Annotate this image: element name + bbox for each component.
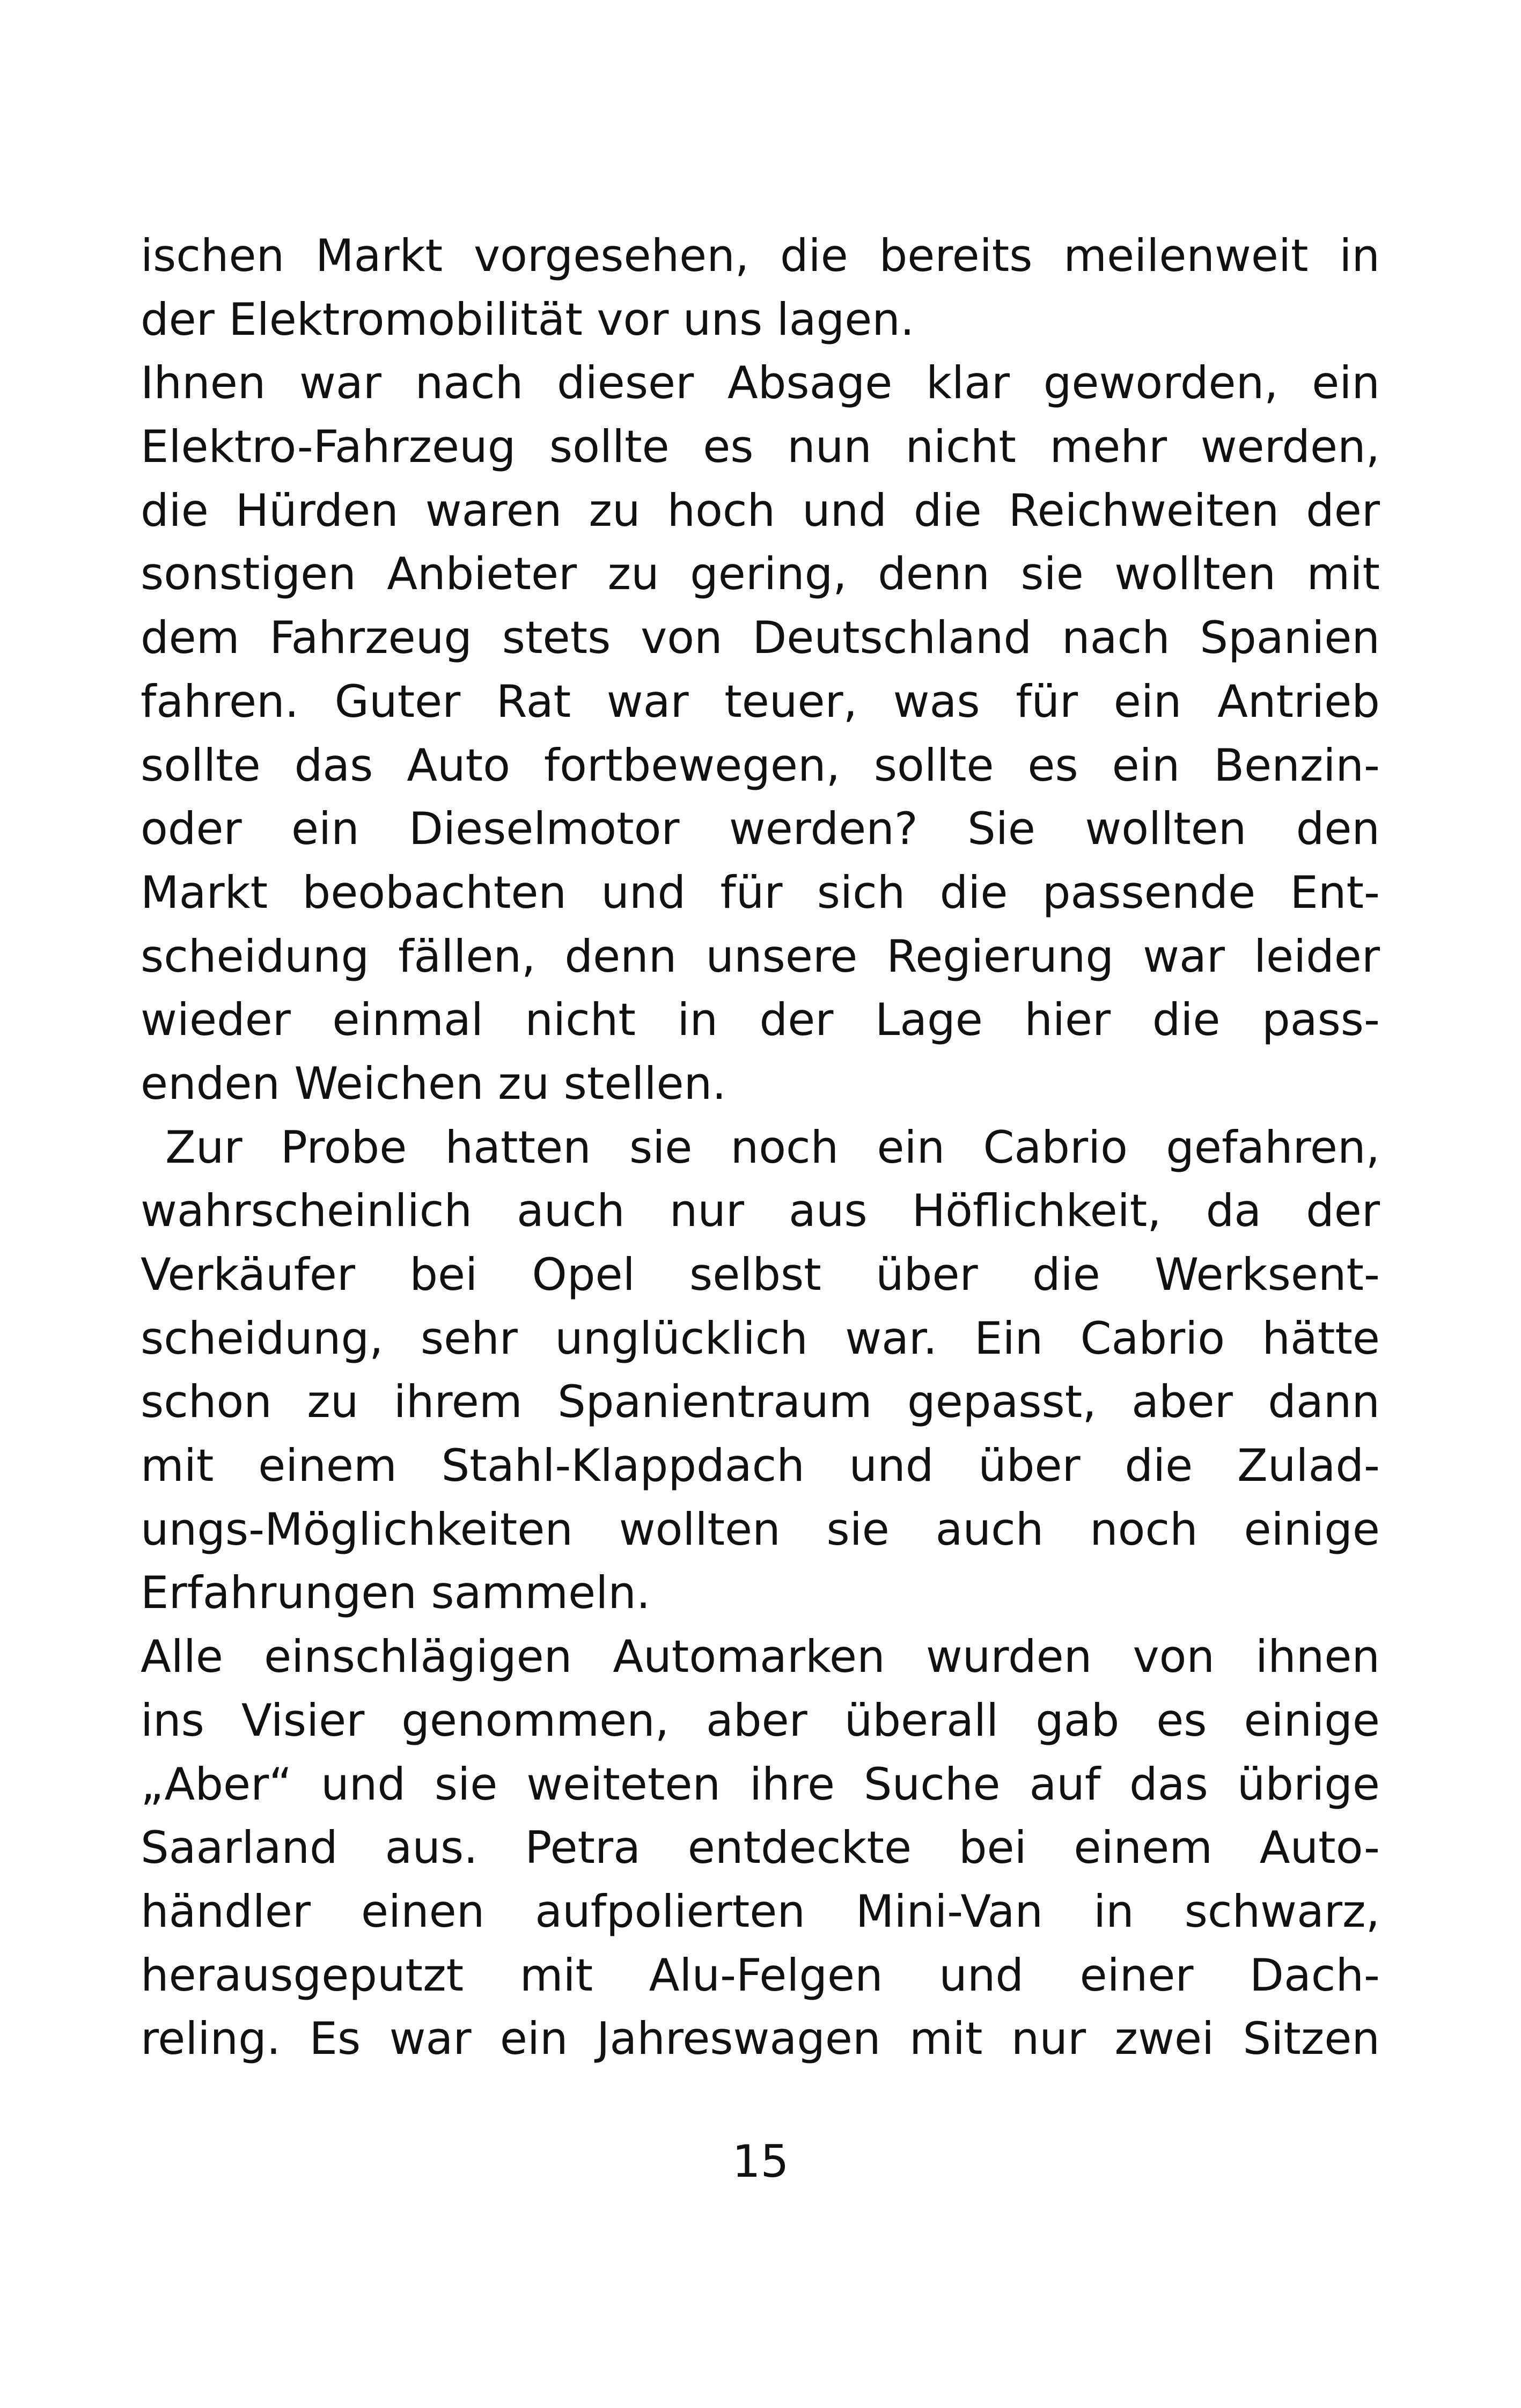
text-line: mit einem Stahl-Klappdach und über die Zulad- <box>141 1440 1380 1492</box>
text-line: reling. Es war ein Jahreswagen mit nur zwei Sitzen <box>141 2013 1380 2065</box>
text-line: oder ein Dieselmotor werden? Sie wollten den <box>141 803 1380 855</box>
text-line: händler einen aufpolierten Mini-Van in schwarz, <box>141 1885 1380 1937</box>
text-line: Saarland aus. Petra entdeckte bei einem Auto- <box>141 1822 1380 1874</box>
page-text <box>141 224 1380 2071</box>
page-number: 15 <box>732 2135 789 2187</box>
text-line: scheidung, sehr unglücklich war. Ein Cabrio hätte <box>141 1312 1380 1364</box>
text-line: wieder einmal nicht in der Lage hier die pass- <box>141 994 1380 1046</box>
text-line: der Elektromobilität vor uns lagen. <box>141 293 915 346</box>
text-line: herausgeputzt mit Alu-Felgen und einer Dach- <box>141 1949 1380 2001</box>
text-line: ungs-Möglichkeiten wollten sie auch noch einige <box>141 1503 1380 1555</box>
text-line: Markt beobachten und für sich die passende Ent- <box>141 866 1380 919</box>
text-line: Verkäufer bei Opel selbst über die Werksent- <box>141 1249 1380 1301</box>
text-line: die Hürden waren zu hoch und die Reichweiten der <box>141 484 1380 537</box>
text-line: fahren. Guter Rat war teuer, was für ein Antrieb <box>141 675 1380 728</box>
text-line: Zur Probe hatten sie noch ein Cabrio gefahren, <box>165 1121 1380 1173</box>
text-line: schon zu ihrem Spanientraum gepasst, aber dann <box>141 1376 1380 1428</box>
text-line: Alle einschlägigen Automarken wurden von ihnen <box>141 1631 1380 1683</box>
text-line: „Aber“ und sie weiteten ihre Suche auf das übrige <box>141 1758 1380 1810</box>
text-line: wahrscheinlich auch nur aus Höflichkeit, da der <box>141 1185 1380 1237</box>
text-line: sonstigen Anbieter zu gering, denn sie wollten mit <box>141 548 1380 600</box>
text-line: dem Fahrzeug stets von Deutschland nach Spanien <box>141 612 1380 664</box>
text-line: ischen Markt vorgesehen, die bereits meilenweit in <box>141 230 1380 282</box>
text-line: Elektro-Fahrzeug sollte es nun nicht mehr werden, <box>141 421 1380 473</box>
text-line: Ihnen war nach dieser Absage klar geworden, ein <box>141 357 1380 409</box>
text-line: sollte das Auto fortbewegen, sollte es ein Benzin- <box>141 739 1380 791</box>
text-line: scheidung fällen, denn unsere Regierung war leider <box>141 930 1380 982</box>
text-line: enden Weichen zu stellen. <box>141 1057 726 1110</box>
text-line: Erfahrungen sammeln. <box>141 1567 651 1619</box>
text-line: ins Visier genommen, aber überall gab es einige <box>141 1694 1380 1746</box>
